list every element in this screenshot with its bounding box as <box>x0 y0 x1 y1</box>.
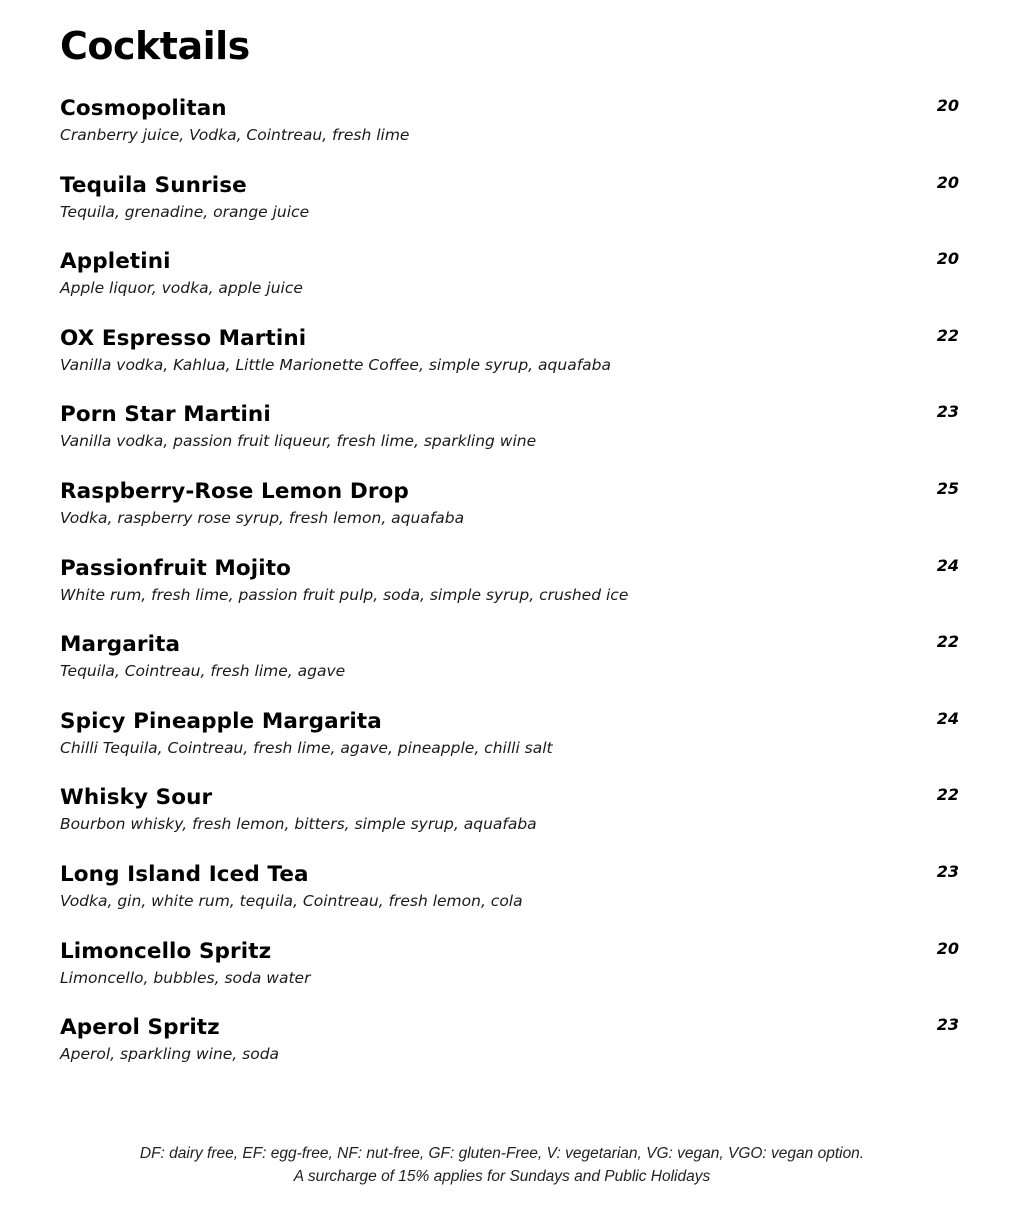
menu-item-description: White rum, fresh lime, passion fruit pulp, soda, simple syrup, crushed ice <box>60 585 629 604</box>
menu-item-description: Limoncello, bubbles, soda water <box>60 968 311 987</box>
menu-item-description: Chilli Tequila, Cointreau, fresh lime, agave, pineapple, chilli salt <box>60 738 553 757</box>
menu-item-price: 23 <box>936 861 959 881</box>
menu-item <box>60 248 960 325</box>
menu-item <box>60 861 960 938</box>
menu-item-price: 23 <box>936 402 959 422</box>
menu-item-description: Vanilla vodka, Kahlua, Little Marionette Coffee, simple syrup, aquafaba <box>60 355 611 374</box>
menu-item-name: Cosmopolitan <box>60 96 227 121</box>
menu-item-price: 20 <box>936 172 959 192</box>
menu-item-price: 24 <box>936 708 959 728</box>
menu-item <box>60 784 960 861</box>
menu-item-description: Cranberry juice, Vodka, Cointreau, fresh lime <box>60 126 410 144</box>
menu-item-price: 24 <box>936 555 959 575</box>
menu-item-name: Raspberry-Rose Lemon Drop <box>60 478 409 504</box>
menu-item-name: Limoncello Spritz <box>60 938 272 964</box>
page-title: Cocktails <box>60 24 250 68</box>
menu-item-name: Margarita <box>60 632 181 658</box>
menu-item <box>60 325 960 402</box>
menu-item-name: OX Espresso Martini <box>60 325 307 351</box>
menu-item-description: Vodka, raspberry rose syrup, fresh lemon, aquafaba <box>60 508 465 527</box>
menu-item-price: 22 <box>936 632 959 652</box>
menu-item-price: 20 <box>936 96 959 115</box>
menu-item-price: 20 <box>936 938 959 958</box>
menu-item <box>60 1014 960 1091</box>
dietary-legend: DF: dairy free, EF: egg-free, NF: nut-free, GF: gluten-Free, V: vegetarian, VG: vegan, VGO: vegan option. <box>139 1145 865 1162</box>
menu-item-price: 22 <box>936 785 959 805</box>
menu-item-description: Vodka, gin, white rum, tequila, Cointreau, fresh lemon, cola <box>60 891 523 910</box>
menu-item-name: Spicy Pineapple Margarita <box>60 708 382 734</box>
menu-item-name: Aperol Spritz <box>60 1015 220 1041</box>
menu-item <box>60 401 960 478</box>
menu-item-description: Apple liquor, vodka, apple juice <box>60 279 303 298</box>
menu-item-name: Whisky Sour <box>60 785 213 811</box>
menu-item-description: Tequila, Cointreau, fresh lime, agave <box>60 662 346 681</box>
menu-item-price: 20 <box>936 249 959 269</box>
menu-item <box>60 478 960 555</box>
menu-item-name: Appletini <box>60 249 171 275</box>
menu-item-name: Tequila Sunrise <box>60 172 247 198</box>
menu-item-name: Porn Star Martini <box>60 402 271 428</box>
menu-item <box>60 95 960 172</box>
menu-item-price: 25 <box>936 478 959 498</box>
menu-item-description: Vanilla vodka, passion fruit liqueur, fresh lime, sparkling wine <box>60 432 537 451</box>
menu-item <box>60 172 960 249</box>
menu-item-name: Long Island Iced Tea <box>60 861 309 887</box>
menu-item-price: 23 <box>936 1015 959 1035</box>
menu-item <box>60 708 960 785</box>
menu-item-description: Bourbon whisky, fresh lemon, bitters, simple syrup, aquafaba <box>60 815 537 834</box>
menu-item-price: 22 <box>936 325 959 345</box>
menu-item-description: Aperol, sparkling wine, soda <box>60 1045 280 1064</box>
menu-item-name: Passionfruit Mojito <box>60 555 291 581</box>
menu-item <box>60 631 960 708</box>
menu-footer <box>0 1142 1004 1188</box>
cocktail-menu-list <box>60 95 960 1091</box>
menu-item <box>60 555 960 632</box>
menu-item <box>60 938 960 1015</box>
menu-item-description: Tequila, grenadine, orange juice <box>60 202 310 221</box>
surcharge-note: A surcharge of 15% applies for Sundays and Public Holidays <box>293 1168 711 1185</box>
